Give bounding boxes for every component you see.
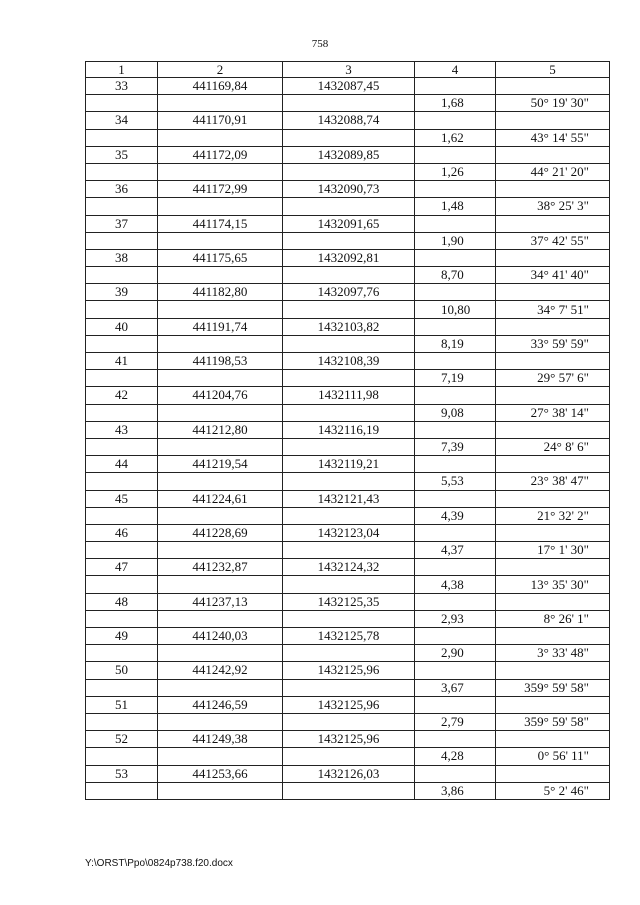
table-row <box>86 679 610 696</box>
x-coordinate-cell: 441172,09 <box>158 146 283 163</box>
point-number-cell: 52 <box>86 731 158 748</box>
point-number-cell: 39 <box>86 284 158 301</box>
table-row <box>86 696 610 713</box>
empty-cell <box>496 490 610 507</box>
table-row <box>86 370 610 387</box>
empty-cell <box>496 662 610 679</box>
empty-cell <box>496 387 610 404</box>
empty-cell <box>158 370 283 387</box>
empty-cell <box>86 576 158 593</box>
empty-cell <box>415 78 496 95</box>
table-row <box>86 387 610 404</box>
x-coordinate-cell: 441204,76 <box>158 387 283 404</box>
y-coordinate-cell: 1432103,82 <box>283 318 415 335</box>
column-header-4: 4 <box>415 62 496 78</box>
empty-cell <box>158 542 283 559</box>
empty-cell <box>158 679 283 696</box>
table-row <box>86 524 610 541</box>
empty-cell <box>86 679 158 696</box>
x-coordinate-cell: 441219,54 <box>158 456 283 473</box>
empty-cell <box>496 421 610 438</box>
empty-cell <box>496 765 610 782</box>
empty-cell <box>86 542 158 559</box>
x-coordinate-cell: 441182,80 <box>158 284 283 301</box>
empty-cell <box>496 696 610 713</box>
table-row <box>86 576 610 593</box>
table-row <box>86 456 610 473</box>
empty-cell <box>283 438 415 455</box>
empty-cell <box>86 95 158 112</box>
empty-cell <box>283 267 415 284</box>
empty-cell <box>283 542 415 559</box>
distance-cell: 8,19 <box>415 335 496 352</box>
angle-cell: 38° 25' 3" <box>496 198 610 215</box>
empty-cell <box>86 404 158 421</box>
table-header-row <box>86 62 610 78</box>
table-row <box>86 198 610 215</box>
empty-cell <box>158 748 283 765</box>
table-row <box>86 404 610 421</box>
empty-cell <box>158 507 283 524</box>
table-row <box>86 301 610 318</box>
angle-cell: 34° 41' 40" <box>496 267 610 284</box>
angle-cell: 50° 19' 30" <box>496 95 610 112</box>
empty-cell <box>496 284 610 301</box>
y-coordinate-cell: 1432091,65 <box>283 215 415 232</box>
point-number-cell: 33 <box>86 78 158 95</box>
point-number-cell: 46 <box>86 524 158 541</box>
x-coordinate-cell: 441249,38 <box>158 731 283 748</box>
table-row <box>86 318 610 335</box>
empty-cell <box>86 507 158 524</box>
empty-cell <box>86 438 158 455</box>
y-coordinate-cell: 1432125,96 <box>283 662 415 679</box>
y-coordinate-cell: 1432126,03 <box>283 765 415 782</box>
distance-cell: 1,68 <box>415 95 496 112</box>
angle-cell: 17° 1' 30" <box>496 542 610 559</box>
empty-cell <box>415 731 496 748</box>
empty-cell <box>283 748 415 765</box>
y-coordinate-cell: 1432111,98 <box>283 387 415 404</box>
angle-cell: 44° 21' 20" <box>496 163 610 180</box>
y-coordinate-cell: 1432123,04 <box>283 524 415 541</box>
empty-cell <box>283 679 415 696</box>
empty-cell <box>86 645 158 662</box>
angle-cell: 23° 38' 47" <box>496 473 610 490</box>
y-coordinate-cell: 1432097,76 <box>283 284 415 301</box>
empty-cell <box>415 146 496 163</box>
empty-cell <box>415 524 496 541</box>
y-coordinate-cell: 1432121,43 <box>283 490 415 507</box>
angle-cell: 3° 33' 48" <box>496 645 610 662</box>
empty-cell <box>283 576 415 593</box>
empty-cell <box>283 370 415 387</box>
x-coordinate-cell: 441246,59 <box>158 696 283 713</box>
point-number-cell: 51 <box>86 696 158 713</box>
empty-cell <box>283 335 415 352</box>
empty-cell <box>496 731 610 748</box>
y-coordinate-cell: 1432125,96 <box>283 731 415 748</box>
column-header-1: 1 <box>86 62 158 78</box>
y-coordinate-cell: 1432092,81 <box>283 249 415 266</box>
x-coordinate-cell: 441224,61 <box>158 490 283 507</box>
empty-cell <box>496 318 610 335</box>
empty-cell <box>415 628 496 645</box>
empty-cell <box>158 438 283 455</box>
empty-cell <box>283 782 415 799</box>
table-row <box>86 559 610 576</box>
table-row <box>86 748 610 765</box>
distance-cell: 9,08 <box>415 404 496 421</box>
empty-cell <box>158 198 283 215</box>
distance-cell: 5,53 <box>415 473 496 490</box>
empty-cell <box>283 713 415 730</box>
distance-cell: 2,79 <box>415 713 496 730</box>
table-body <box>86 78 610 800</box>
table-row <box>86 628 610 645</box>
empty-cell <box>415 662 496 679</box>
empty-cell <box>415 765 496 782</box>
table-row <box>86 593 610 610</box>
distance-cell: 4,38 <box>415 576 496 593</box>
distance-cell: 4,28 <box>415 748 496 765</box>
x-coordinate-cell: 441169,84 <box>158 78 283 95</box>
empty-cell <box>496 353 610 370</box>
empty-cell <box>283 232 415 249</box>
empty-cell <box>86 473 158 490</box>
angle-cell: 8° 26' 1" <box>496 610 610 627</box>
empty-cell <box>158 645 283 662</box>
empty-cell <box>415 421 496 438</box>
empty-cell <box>496 524 610 541</box>
angle-cell: 24° 8' 6" <box>496 438 610 455</box>
point-number-cell: 38 <box>86 249 158 266</box>
distance-cell: 1,62 <box>415 129 496 146</box>
angle-cell: 5° 2' 46" <box>496 782 610 799</box>
column-header-2: 2 <box>158 62 283 78</box>
empty-cell <box>158 782 283 799</box>
empty-cell <box>496 628 610 645</box>
empty-cell <box>158 267 283 284</box>
distance-cell: 1,48 <box>415 198 496 215</box>
point-number-cell: 34 <box>86 112 158 129</box>
x-coordinate-cell: 441191,74 <box>158 318 283 335</box>
empty-cell <box>158 232 283 249</box>
y-coordinate-cell: 1432108,39 <box>283 353 415 370</box>
x-coordinate-cell: 441242,92 <box>158 662 283 679</box>
empty-cell <box>496 559 610 576</box>
empty-cell <box>496 112 610 129</box>
point-number-cell: 45 <box>86 490 158 507</box>
distance-cell: 2,93 <box>415 610 496 627</box>
point-number-cell: 41 <box>86 353 158 370</box>
empty-cell <box>415 696 496 713</box>
empty-cell <box>283 473 415 490</box>
y-coordinate-cell: 1432125,78 <box>283 628 415 645</box>
point-number-cell: 40 <box>86 318 158 335</box>
table-row <box>86 782 610 799</box>
distance-cell: 1,26 <box>415 163 496 180</box>
angle-cell: 359° 59' 58" <box>496 713 610 730</box>
x-coordinate-cell: 441198,53 <box>158 353 283 370</box>
empty-cell <box>158 404 283 421</box>
empty-cell <box>496 146 610 163</box>
empty-cell <box>415 215 496 232</box>
empty-cell <box>158 301 283 318</box>
x-coordinate-cell: 441228,69 <box>158 524 283 541</box>
table-row <box>86 765 610 782</box>
point-number-cell: 48 <box>86 593 158 610</box>
empty-cell <box>283 404 415 421</box>
x-coordinate-cell: 441172,99 <box>158 181 283 198</box>
empty-cell <box>415 318 496 335</box>
point-number-cell: 37 <box>86 215 158 232</box>
point-number-cell: 53 <box>86 765 158 782</box>
y-coordinate-cell: 1432124,32 <box>283 559 415 576</box>
table-row <box>86 438 610 455</box>
empty-cell <box>496 249 610 266</box>
y-coordinate-cell: 1432089,85 <box>283 146 415 163</box>
table-row <box>86 713 610 730</box>
table-row <box>86 353 610 370</box>
table-row <box>86 95 610 112</box>
empty-cell <box>86 301 158 318</box>
coordinates-table <box>85 61 610 800</box>
angle-cell: 13° 35' 30" <box>496 576 610 593</box>
empty-cell <box>158 610 283 627</box>
angle-cell: 0° 56' 11" <box>496 748 610 765</box>
point-number-cell: 43 <box>86 421 158 438</box>
empty-cell <box>415 249 496 266</box>
empty-cell <box>283 610 415 627</box>
y-coordinate-cell: 1432116,19 <box>283 421 415 438</box>
x-coordinate-cell: 441237,13 <box>158 593 283 610</box>
empty-cell <box>158 95 283 112</box>
x-coordinate-cell: 441232,87 <box>158 559 283 576</box>
empty-cell <box>496 593 610 610</box>
y-coordinate-cell: 1432125,96 <box>283 696 415 713</box>
empty-cell <box>283 129 415 146</box>
empty-cell <box>158 129 283 146</box>
distance-cell: 4,37 <box>415 542 496 559</box>
empty-cell <box>86 370 158 387</box>
empty-cell <box>158 473 283 490</box>
point-number-cell: 44 <box>86 456 158 473</box>
x-coordinate-cell: 441170,91 <box>158 112 283 129</box>
empty-cell <box>415 353 496 370</box>
table-row <box>86 267 610 284</box>
distance-cell: 10,80 <box>415 301 496 318</box>
distance-cell: 3,86 <box>415 782 496 799</box>
table-row <box>86 473 610 490</box>
empty-cell <box>415 112 496 129</box>
table-row <box>86 163 610 180</box>
point-number-cell: 42 <box>86 387 158 404</box>
empty-cell <box>283 645 415 662</box>
angle-cell: 37° 42' 55" <box>496 232 610 249</box>
angle-cell: 33° 59' 59" <box>496 335 610 352</box>
column-header-3: 3 <box>283 62 415 78</box>
angle-cell: 34° 7' 51" <box>496 301 610 318</box>
empty-cell <box>496 215 610 232</box>
y-coordinate-cell: 1432087,45 <box>283 78 415 95</box>
point-number-cell: 36 <box>86 181 158 198</box>
table-row <box>86 335 610 352</box>
table-row <box>86 232 610 249</box>
table-row <box>86 249 610 266</box>
point-number-cell: 35 <box>86 146 158 163</box>
distance-cell: 3,67 <box>415 679 496 696</box>
empty-cell <box>415 559 496 576</box>
table-row <box>86 507 610 524</box>
x-coordinate-cell: 441174,15 <box>158 215 283 232</box>
empty-cell <box>86 335 158 352</box>
y-coordinate-cell: 1432090,73 <box>283 181 415 198</box>
point-number-cell: 47 <box>86 559 158 576</box>
empty-cell <box>86 782 158 799</box>
point-number-cell: 50 <box>86 662 158 679</box>
empty-cell <box>86 713 158 730</box>
table-row <box>86 78 610 95</box>
table-row <box>86 731 610 748</box>
empty-cell <box>86 610 158 627</box>
empty-cell <box>86 748 158 765</box>
table-row <box>86 490 610 507</box>
distance-cell: 1,90 <box>415 232 496 249</box>
empty-cell <box>283 95 415 112</box>
empty-cell <box>496 456 610 473</box>
x-coordinate-cell: 441240,03 <box>158 628 283 645</box>
table-row <box>86 645 610 662</box>
distance-cell: 2,90 <box>415 645 496 662</box>
y-coordinate-cell: 1432119,21 <box>283 456 415 473</box>
table-row <box>86 542 610 559</box>
empty-cell <box>283 507 415 524</box>
empty-cell <box>86 129 158 146</box>
empty-cell <box>415 387 496 404</box>
distance-cell: 8,70 <box>415 267 496 284</box>
y-coordinate-cell: 1432088,74 <box>283 112 415 129</box>
point-number-cell: 49 <box>86 628 158 645</box>
table-row <box>86 215 610 232</box>
angle-cell: 359° 59' 58" <box>496 679 610 696</box>
table-row <box>86 112 610 129</box>
table-row <box>86 129 610 146</box>
x-coordinate-cell: 441253,66 <box>158 765 283 782</box>
empty-cell <box>496 181 610 198</box>
empty-cell <box>158 713 283 730</box>
empty-cell <box>283 198 415 215</box>
angle-cell: 43° 14' 55" <box>496 129 610 146</box>
footer-file-path: Y:\ORST\Ppo\0824p738.f20.docx <box>85 858 233 869</box>
empty-cell <box>496 78 610 95</box>
table-row <box>86 146 610 163</box>
empty-cell <box>86 267 158 284</box>
x-coordinate-cell: 441212,80 <box>158 421 283 438</box>
empty-cell <box>158 335 283 352</box>
distance-cell: 4,39 <box>415 507 496 524</box>
empty-cell <box>415 490 496 507</box>
empty-cell <box>86 198 158 215</box>
empty-cell <box>158 163 283 180</box>
empty-cell <box>415 284 496 301</box>
empty-cell <box>86 163 158 180</box>
angle-cell: 29° 57' 6" <box>496 370 610 387</box>
empty-cell <box>283 301 415 318</box>
table-row <box>86 610 610 627</box>
empty-cell <box>415 181 496 198</box>
empty-cell <box>415 456 496 473</box>
distance-cell: 7,39 <box>415 438 496 455</box>
table-row <box>86 284 610 301</box>
y-coordinate-cell: 1432125,35 <box>283 593 415 610</box>
x-coordinate-cell: 441175,65 <box>158 249 283 266</box>
distance-cell: 7,19 <box>415 370 496 387</box>
table-row <box>86 421 610 438</box>
column-header-5: 5 <box>496 62 610 78</box>
table-row <box>86 181 610 198</box>
empty-cell <box>283 163 415 180</box>
angle-cell: 21° 32' 2" <box>496 507 610 524</box>
table-row <box>86 662 610 679</box>
empty-cell <box>415 593 496 610</box>
empty-cell <box>158 576 283 593</box>
empty-cell <box>86 232 158 249</box>
angle-cell: 27° 38' 14" <box>496 404 610 421</box>
page-number: 758 <box>311 38 329 50</box>
